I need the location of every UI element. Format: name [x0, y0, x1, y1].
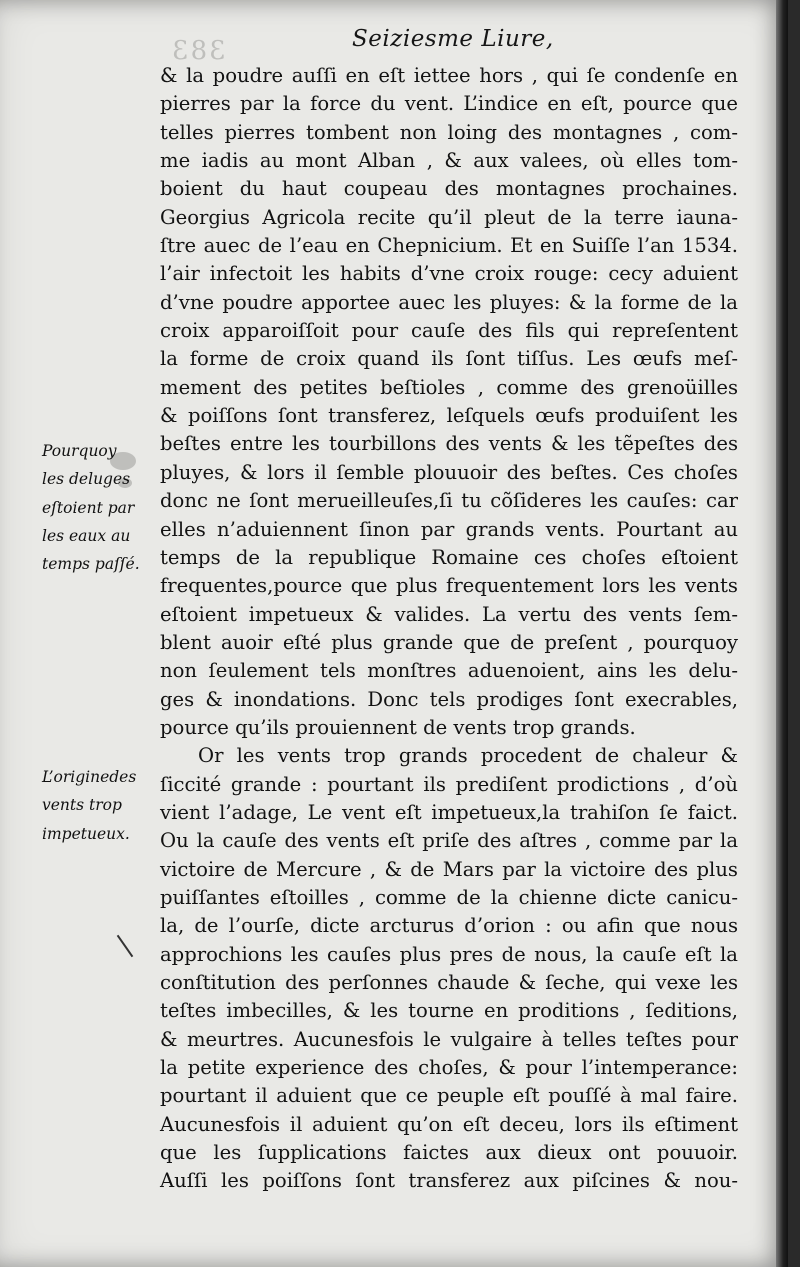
text-line: donc ne ſont merueilleuſes,ſi tu cõſideres les cauſes: car: [160, 489, 738, 513]
text-line: la petite experience des choſes, & pour l’intemperance:: [160, 1056, 738, 1080]
text-line: d’vne poudre apportee auec les pluyes: & la forme de la: [160, 290, 738, 314]
bleed-through-page-number: 383: [170, 36, 226, 66]
text-line: temps de la republique Romaine ces choſes eſtoient: [160, 545, 738, 569]
text-line: mement des petites beſtioles , comme des grenoüilles: [160, 375, 738, 399]
ink-blot: [118, 478, 132, 488]
text-line: & la poudre auſſi en eſt iettee hors , qui ſe condenſe en: [160, 64, 738, 87]
text-line: pluyes, & lors il ſemble plouuoir des beſtes. Ces choſes: [160, 460, 738, 484]
text-line: & meurtres. Aucunesfois le vulgaire à telles teſtes pour: [160, 1027, 738, 1051]
text-line: Ou la cauſe des vents eſt priſe des aſtres , comme par la: [160, 829, 738, 853]
text-line: me iadis au mont Alban , & aux valees, où elles tom-: [160, 149, 738, 173]
margin-note-line: eſtoient par: [42, 498, 135, 517]
running-head: Seiziesme Liure,: [352, 26, 554, 52]
margin-note-line: impetueux.: [42, 824, 130, 843]
text-line: Aucunesfois il aduient qu’on eſt deceu, lors ils eſtiment: [160, 1112, 738, 1136]
text-line: blent auoir eſté plus grande que de preſent , pourquoy: [160, 630, 738, 654]
margin-note-line: les eaux au: [42, 527, 131, 546]
margin-note-winds: [42, 763, 166, 848]
text-line: elles n’aduiennent ſinon par grands vents. Pourtant au: [160, 517, 738, 541]
text-line: l’air infectoit les habits d’vne croix rouge: cecy aduient: [160, 262, 738, 286]
margin-note-line: temps paſſé.: [42, 555, 140, 574]
margin-note-deluges: [42, 437, 166, 579]
text-line: beſtes entre les tourbillons des vents & les tẽpeſtes des: [160, 432, 738, 456]
text-line: vient l’adage, Le vent eſt impetueux,la trahiſon ſe faict.: [160, 800, 738, 824]
body-text: [160, 62, 738, 1196]
text-line: victoire de Mercure , & de Mars par la victoire des plus: [160, 857, 738, 881]
text-line: que les ſupplications faictes aux dieux ont pouuoir.: [160, 1141, 738, 1165]
ink-stroke-mark: [117, 935, 134, 957]
text-line: approchions les cauſes plus pres de nous, la cauſe eſt la: [160, 942, 738, 966]
text-line: Auſſi les poiſſons ſont transferez aux piſcines & nou-: [160, 1169, 738, 1193]
text-line: ſtre auec de l’eau en Chepnicium. Et en Suiſſe l’an 1534.: [160, 234, 738, 258]
margin-note-line: Pourquoy: [42, 442, 117, 460]
text-line: Or les vents trop grands procedent de chaleur &: [198, 744, 738, 768]
text-line: ges & inondations. Donc tels prodiges ſont execrables,: [160, 687, 738, 711]
text-line: la forme de croix quand ils ſont tiſſus. Les œufs meſ-: [160, 347, 738, 371]
text-line: eſtoient impetueux & valides. La vertu des vents ſem-: [160, 602, 738, 626]
margin-note-line: L’originedes: [42, 768, 137, 786]
margin-note-line: les deluges: [42, 470, 131, 489]
text-line: puiſſantes eſtoilles , comme de la chienne dicte canicu-: [160, 885, 738, 909]
text-line: boient du haut coupeau des montagnes prochaines.: [160, 177, 738, 201]
text-line: pourtant il aduient que ce peuple eſt pouſſé à mal faire.: [160, 1084, 738, 1108]
page-edge-shadow: [776, 0, 788, 1267]
text-line: conſtitution des perſonnes chaude & ſeche, qui vexe les: [160, 971, 738, 994]
text-line: pource qu’ils prouiennent de vents trop grands.: [160, 715, 636, 739]
text-line: pierres par la force du vent. L’indice en eſt, pource que: [160, 92, 738, 116]
text-line: & poiſſons ſont transferez, leſquels œufs produiſent les: [160, 404, 738, 428]
text-line: telles pierres tombent non loing des montagnes , com-: [160, 120, 738, 144]
text-line: ſiccité grande : pourtant ils prediſent prodictions , d’où: [160, 772, 738, 796]
text-line: Georgius Agricola recite qu’il pleut de la terre iauna-: [160, 205, 738, 229]
text-line: croix apparoiſſoit pour cauſe des fils qui repreſentent: [160, 319, 738, 343]
margin-note-line: vents trop: [42, 796, 122, 815]
text-line: teſtes imbecilles, & les tourne en proditions , ſeditions,: [160, 999, 738, 1023]
text-line: la, de l’ourſe, dicte arcturus d’orion : ou afin que nous: [160, 914, 738, 938]
ink-blot: [110, 452, 136, 470]
text-line: frequentes,pource que plus frequentement lors les vents: [160, 574, 738, 598]
text-line: non ſeulement tels monſtres aduenoient, ains les delu-: [160, 659, 738, 683]
